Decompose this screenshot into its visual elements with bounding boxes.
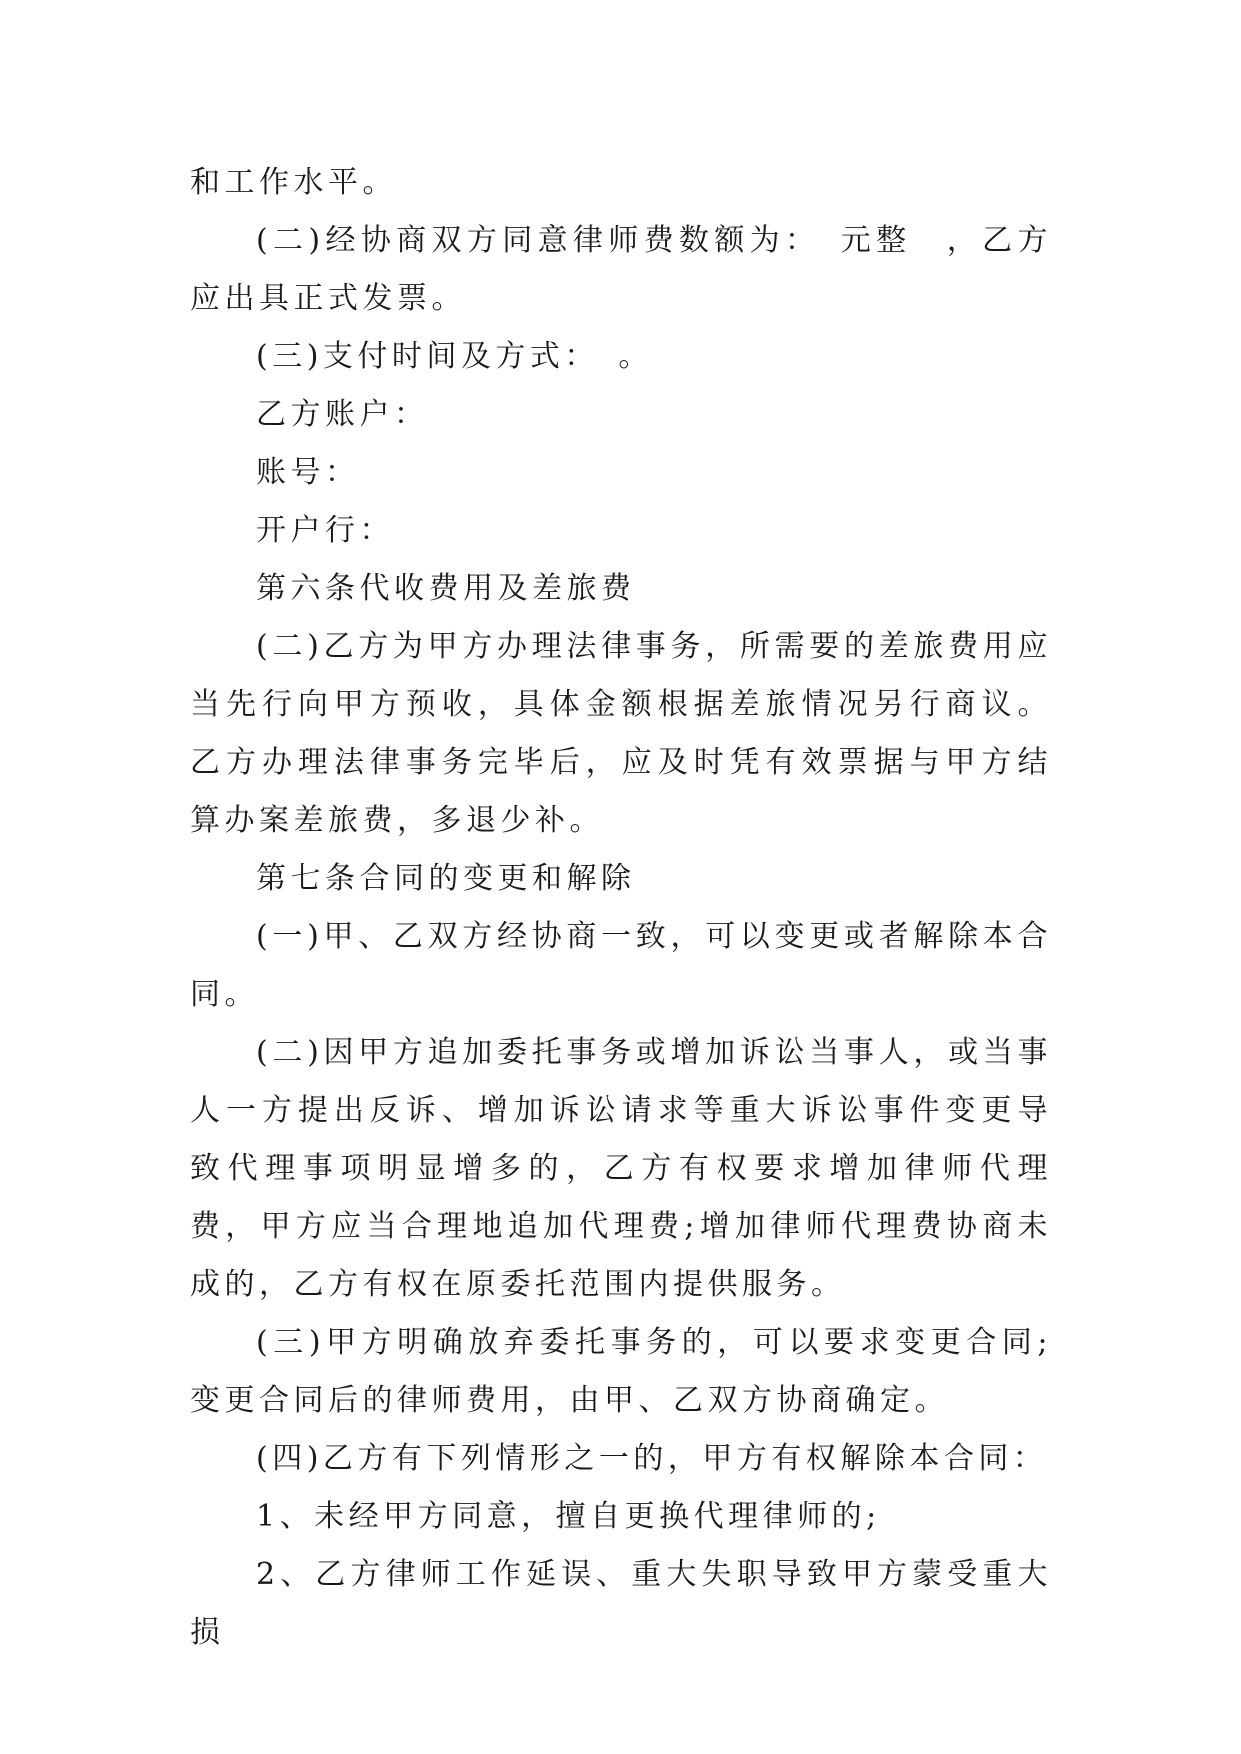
paragraph-12: (三)甲方明确放弃委托事务的，可以要求变更合同;变更合同后的律师费用，由甲、乙双方协商确定。	[190, 1325, 1052, 1418]
paragraph-3: (三)支付时间及方式： 。	[256, 339, 653, 374]
paragraph-1: 和工作水平。	[190, 165, 397, 200]
paragraph-2: (二)经协商双方同意律师费数额为： 元整 ，乙方应出具正式发票。	[190, 223, 1052, 316]
paragraph-4: 乙方账户：	[256, 397, 429, 432]
section-heading-6: 第六条代收费用及差旅费	[256, 571, 636, 606]
paragraph-5: 账号：	[256, 455, 360, 490]
list-item-1: 1、未经甲方同意，擅自更换代理律师的;	[256, 1499, 881, 1534]
paragraph-10: (一)甲、乙双方经协商一致，可以变更或者解除本合同。	[190, 919, 1052, 1012]
list-item-2: 2、乙方律师工作延误、重大失职导致甲方蒙受重大损	[190, 1557, 1052, 1650]
paragraph-6: 开户行：	[256, 513, 394, 548]
paragraph-8: (二)乙方为甲方办理法律事务，所需要的差旅费用应当先行向甲方预收，具体金额根据差旅情况另行商议。乙方办理法律事务完毕后，应及时凭有效票据与甲方结算办案差旅费，多退少补。	[190, 629, 1052, 838]
paragraph-11: (二)因甲方追加委托事务或增加诉讼当事人，或当事人一方提出反诉、增加诉讼请求等重大诉讼事件变更导致代理事项明显增多的，乙方有权要求增加律师代理费，甲方应当合理地追加代理费;增加律师代理费协商未成的，乙方有权在原委托范围内提供服务。	[190, 1035, 1052, 1302]
paragraph-13: (四)乙方有下列情形之一的，甲方有权解除本合同：	[256, 1441, 1048, 1476]
document-page	[190, 154, 1052, 1662]
section-heading-7: 第七条合同的变更和解除	[256, 861, 636, 896]
